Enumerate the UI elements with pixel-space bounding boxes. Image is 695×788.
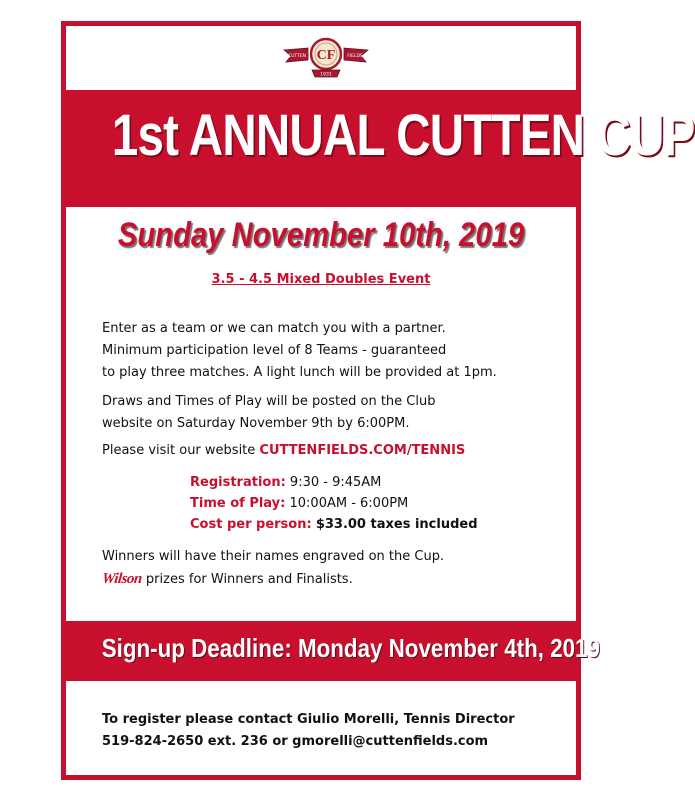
deadline-banner [66, 621, 600, 681]
club-crest-logo [282, 34, 370, 80]
website-prefix: Please visit our website [102, 443, 256, 458]
event-date: Sunday November 10th, 2019 [117, 216, 525, 254]
signup-deadline: Sign-up Deadline: Monday November 4th, 2019 [101, 633, 600, 663]
time-of-play-row [190, 493, 478, 514]
intro-line: to play three matches. A light lunch will be provided at 1pm. [102, 365, 497, 380]
intro-line: Enter as a team or we can match you with a partner. [102, 321, 446, 336]
flyer-frame [61, 21, 695, 780]
draws-line: website on Saturday November 9th by 6:00PM. [102, 416, 410, 431]
event-type: 3.5 - 4.5 Mixed Doubles Event [211, 272, 431, 287]
event-details [190, 472, 478, 535]
contact-line: 519-824-2650 ext. 236 or gmorelli@cuttenfields.com [102, 734, 489, 749]
title-banner [66, 90, 695, 207]
prizes-line: prizes for Winners and Finalists. [141, 572, 353, 587]
wilson-logo: Wilson [101, 571, 143, 587]
cost-value: $33.00 taxes included [315, 517, 478, 532]
draws-line: Draws and Times of Play will be posted on the Club [102, 394, 436, 409]
website-link[interactable]: CUTTENFIELDS.COM/TENNIS [259, 443, 466, 458]
svg-text:1931: 1931 [320, 72, 332, 78]
draws-paragraph [102, 391, 436, 435]
svg-text:CUTTEN: CUTTEN [287, 54, 307, 59]
winners-line: Winners will have their names engraved on the Cup. [102, 549, 445, 564]
svg-text:CF: CF [316, 48, 336, 63]
registration-value: 9:30 - 9:45AM [289, 475, 382, 490]
intro-line: Minimum participation level of 8 Teams - guaranteed [102, 343, 447, 358]
registration-row [190, 472, 478, 493]
event-title: 1st ANNUAL CUTTEN CUP [111, 103, 695, 168]
registration-label: Registration: [190, 475, 286, 490]
website-paragraph [102, 440, 465, 462]
prizes-paragraph [102, 546, 444, 591]
contact-line: To register please contact Giulio Morelli, Tennis Director [102, 712, 515, 727]
cost-row [190, 514, 478, 535]
contact-info [102, 709, 515, 753]
time-of-play-label: Time of Play: [190, 496, 286, 511]
prizes-line-row [102, 568, 444, 591]
time-of-play-value: 10:00AM - 6:00PM [289, 496, 409, 511]
intro-paragraph [102, 318, 497, 384]
cost-label: Cost per person: [190, 517, 312, 532]
svg-text:FIELDS: FIELDS [347, 54, 363, 59]
